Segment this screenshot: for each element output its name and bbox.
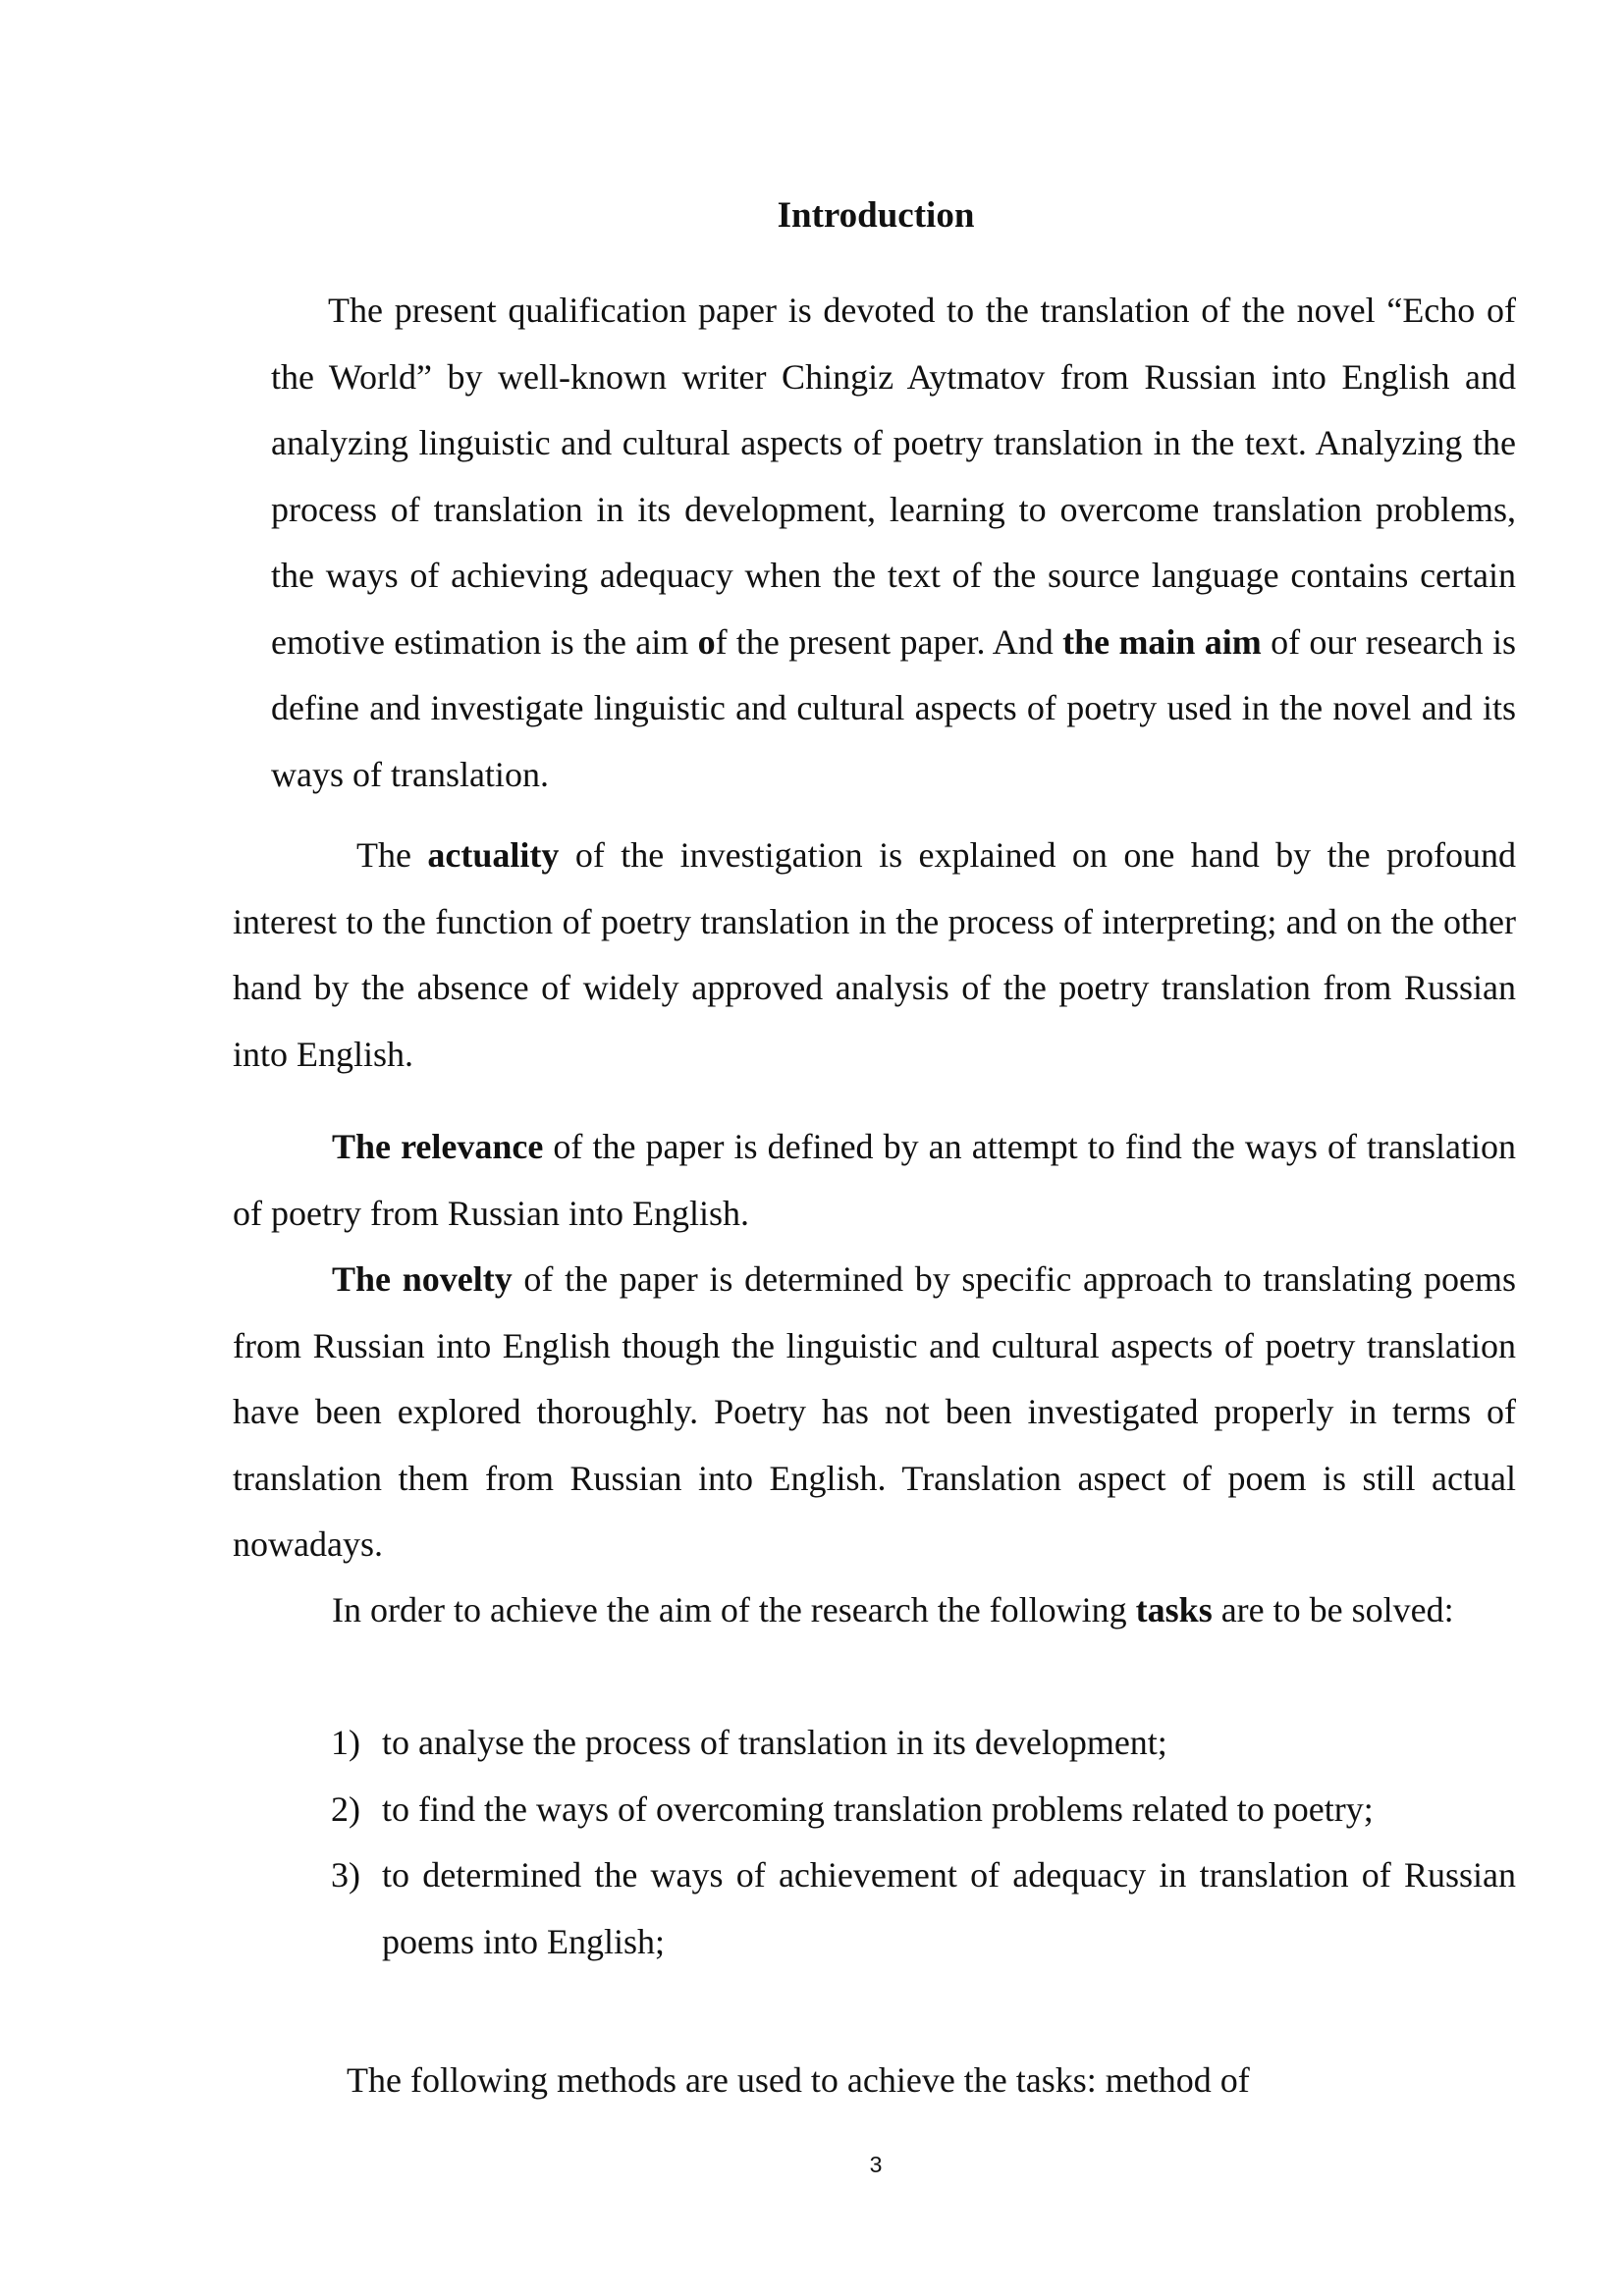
novelty-term: The novelty	[332, 1259, 513, 1299]
text-run: of our research is define and investigate linguistic and cultural aspects of poetry used in the novel and its ways of translation.	[271, 621, 1516, 794]
text-run: of the paper is defined by an attempt to find the ways of translation of poetry from Russian into English.	[233, 1127, 1516, 1233]
list-item-number: 3)	[331, 1855, 360, 1895]
text-run: are to be solved:	[1212, 1590, 1454, 1629]
actuality-term: actuality	[427, 835, 560, 875]
list-item	[331, 1842, 1516, 1975]
intro-paragraph	[271, 278, 1516, 808]
text-run: of the paper is determined by specific approach to translating poems from Russian into English though the linguistic and cultural aspects of poetry translation have been explored thoroughly. Poetry has not been investigated properly in terms of translation them from Russian into English. Translation aspect of poem is still actual nowadays.	[233, 1259, 1516, 1564]
tasks-term: tasks	[1135, 1590, 1213, 1629]
tasks-list	[331, 1710, 1516, 1975]
page-title: Introduction	[777, 195, 975, 236]
list-item-text: to find the ways of overcoming translation problems related to poetry;	[382, 1789, 1374, 1829]
actuality-paragraph	[233, 823, 1516, 1088]
methods-paragraph	[233, 2048, 1516, 2114]
relevance-paragraph	[233, 1114, 1516, 1247]
text-run: of the investigation is explained on one hand by the profound interest to the function of poetry translation in the process of interpreting; and on the other hand by the absence of widely approved analysis of the poetry translation from Russian into English.	[233, 835, 1516, 1074]
text-run: The present qualification paper is devoted to the translation of the novel “Echo of the World” by well-known writer Chingiz Aytmatov from Russian into English and analyzing linguistic and cultural aspects of poetry translation in the text. Analyzing the process of translation in its development, learning to overcome translation problems, the ways of achieving adequacy when the text of the source language contains certain emotive estimation is the aim	[271, 291, 1516, 662]
list-item-text: to analyse the process of translation in its development;	[382, 1723, 1167, 1762]
relevance-term: The relevance	[332, 1127, 544, 1166]
list-item-text: to determined the ways of achievement of adequacy in translation of Russian poems into English;	[382, 1855, 1516, 1961]
list-item	[331, 1710, 1516, 1777]
page-number: 3	[869, 2152, 883, 2177]
text-run: f the present paper. And	[715, 621, 1063, 662]
novelty-paragraph	[233, 1247, 1516, 1578]
list-item-number: 2)	[331, 1789, 360, 1829]
list-item-number: 1)	[331, 1723, 360, 1762]
main-aim-term: the main aim	[1062, 621, 1262, 662]
text-run: In order to achieve the aim of the research the following	[332, 1590, 1136, 1629]
text-run: The following methods are used to achieve the tasks: method of	[347, 2060, 1250, 2100]
text-run: The	[356, 835, 428, 875]
bold-run: o	[697, 621, 716, 662]
list-item	[331, 1777, 1516, 1843]
tasks-intro-paragraph	[233, 1577, 1516, 1644]
